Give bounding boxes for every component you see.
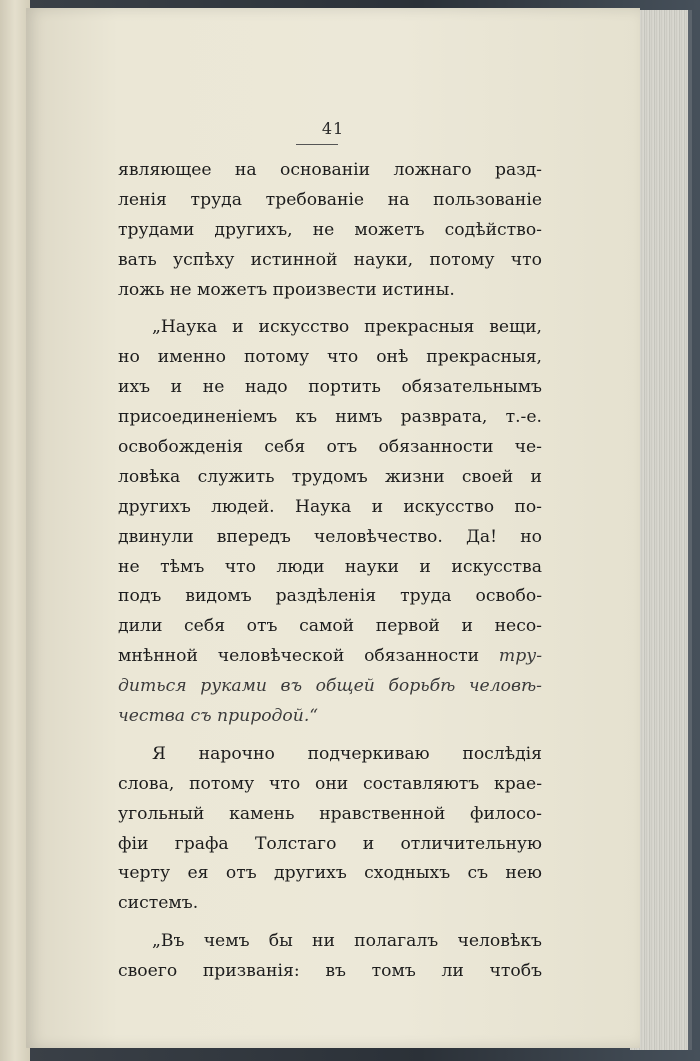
page-number: 41 [321, 119, 345, 138]
text-line: слова, потому что они составляютъ краe- [118, 773, 542, 794]
text-line: двинули впередъ человѣчество. Да! но [118, 526, 542, 547]
text-line: мнѣнной человѣческой обязанности тру- [118, 646, 542, 667]
text-line: дили себя отъ самой первой и несо- [118, 616, 542, 637]
text-line: Я нарочно подчеркиваю послѣдія [152, 743, 542, 764]
text-line: являющее на основаніи ложнаго разд- [118, 160, 542, 180]
text-line: присоединеніемъ къ нимъ разврата, т.-е. [118, 407, 542, 428]
text-line: „Наука и искусство прекрасныя вещи, [152, 317, 542, 338]
text-line: ихъ и не надо портить обязательнымъ [118, 377, 542, 398]
page-text-body [118, 156, 542, 987]
text-line: диться руками въ общей борьбѣ человѣ- [118, 676, 542, 697]
text-line: угольный камень нравственной филосо- [118, 803, 542, 824]
text-line: подъ видомъ раздѣленія труда освобо- [118, 586, 542, 607]
text-line: вать успѣху истинной науки, потому что [118, 249, 542, 270]
text-line: черту ея отъ другихъ сходныхъ съ нею [118, 863, 542, 884]
paragraph-gap [118, 732, 542, 740]
text-line: своего призванія: въ томъ ли чтобъ [118, 961, 542, 982]
book-page [26, 8, 640, 1048]
text-line: другихъ людей. Наука и искусство по- [118, 496, 542, 517]
text-line: ловѣка служить трудомъ жизни своей и [118, 466, 542, 487]
text-line: ложь не можетъ произвести истины. [118, 279, 455, 300]
text-line: освобожденія себя отъ обязанности че- [118, 437, 542, 458]
text-line: фіи графа Толстаго и отличительную [118, 833, 542, 854]
text-line: системъ. [118, 893, 199, 914]
text-line: не тѣмъ что люди науки и искусства [118, 556, 542, 577]
text-line: но именно потому что онѣ прекрасныя, [118, 347, 542, 368]
text-line: „Въ чемъ бы ни полагалъ человѣкъ [152, 931, 542, 952]
page-number-rule [296, 144, 338, 145]
paragraph-gap [118, 919, 542, 927]
paragraph-gap [118, 305, 542, 313]
text-line: чества съ природой.“ [118, 706, 319, 727]
text-line: ленія труда требованіе на пользованіе [118, 189, 542, 210]
text-line: трудами другихъ, не можетъ содѣйство- [118, 219, 542, 240]
